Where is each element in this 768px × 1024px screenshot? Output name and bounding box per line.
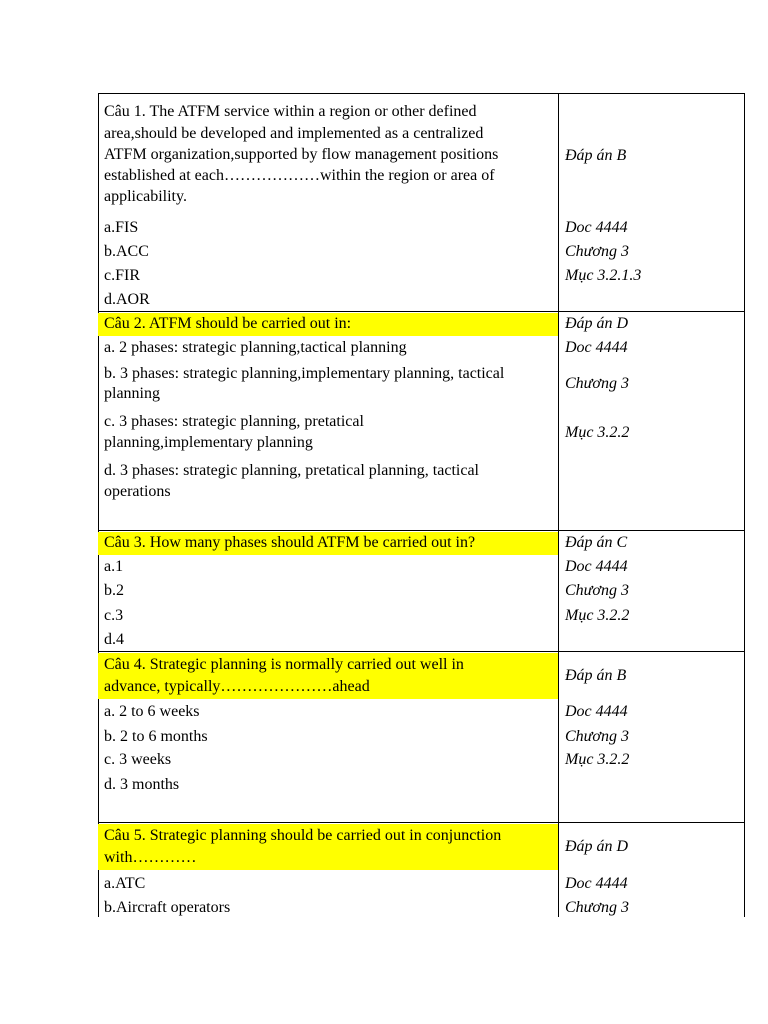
option-a: a. 2 phases: strategic planning,tactical planning bbox=[104, 339, 407, 356]
reference-chapter: Chương 3 bbox=[565, 582, 629, 599]
answer-label: Đáp án D bbox=[565, 315, 629, 332]
option-d: d.AOR bbox=[104, 291, 150, 308]
question-row-3 bbox=[98, 530, 745, 651]
reference-chapter: Chương 3 bbox=[565, 375, 629, 392]
option-c: c. 3 weeks bbox=[104, 751, 172, 768]
question-text: area,should be developed and implemented as a centralized bbox=[104, 125, 484, 142]
option-d: d.4 bbox=[104, 631, 124, 648]
option-a: a.1 bbox=[104, 558, 124, 575]
option-c: c.3 bbox=[104, 607, 124, 624]
question-text: Câu 1. The ATFM service within a region or other defined bbox=[104, 103, 477, 120]
question-row-4 bbox=[98, 651, 745, 822]
reference-chapter: Chương 3 bbox=[565, 899, 629, 916]
reference-doc: Doc 4444 bbox=[565, 219, 628, 236]
reference-section: Mục 3.2.2 bbox=[565, 607, 630, 624]
question-row-1 bbox=[98, 93, 745, 311]
option-a: a.FIS bbox=[104, 219, 139, 236]
question-row-5 bbox=[98, 822, 745, 917]
question-text: Câu 4. Strategic planning is normally carried out well in bbox=[98, 653, 558, 677]
reference-doc: Doc 4444 bbox=[565, 875, 628, 892]
reference-doc: Doc 4444 bbox=[565, 558, 628, 575]
answer-label: Đáp án B bbox=[565, 147, 627, 164]
question-text: applicability. bbox=[104, 188, 187, 205]
option-d-cont: operations bbox=[104, 483, 171, 500]
answer-label: Đáp án B bbox=[565, 667, 627, 684]
question-text: ATFM organization,supported by flow management positions bbox=[104, 146, 499, 163]
option-a: a. 2 to 6 weeks bbox=[104, 703, 200, 720]
reference-doc: Doc 4444 bbox=[565, 703, 628, 720]
question-text: established at each………………within the region or area of bbox=[104, 167, 495, 184]
option-b: b. 2 to 6 months bbox=[104, 728, 208, 745]
question-text: with………… bbox=[98, 848, 558, 870]
reference-section: Mục 3.2.1.3 bbox=[565, 267, 642, 284]
option-c: c.FIR bbox=[104, 267, 140, 284]
document-table bbox=[98, 93, 745, 917]
answer-label: Đáp án C bbox=[565, 534, 628, 551]
option-d: d. 3 months bbox=[104, 776, 180, 793]
reference-chapter: Chương 3 bbox=[565, 728, 629, 745]
reference-chapter: Chương 3 bbox=[565, 243, 629, 260]
reference-doc: Doc 4444 bbox=[565, 339, 628, 356]
question-text: Câu 5. Strategic planning should be carried out in conjunction bbox=[98, 824, 558, 848]
option-c-cont: planning,implementary planning bbox=[104, 434, 313, 451]
option-b: b.Aircraft operators bbox=[104, 899, 231, 916]
question-text: advance, typically…………………ahead bbox=[98, 677, 558, 699]
option-b: b.2 bbox=[104, 582, 124, 599]
reference-section: Mục 3.2.2 bbox=[565, 751, 630, 768]
question-text: Câu 3. How many phases should ATFM be carried out in? bbox=[98, 532, 558, 555]
option-b: b.ACC bbox=[104, 243, 149, 260]
option-b-cont: planning bbox=[104, 385, 160, 402]
answer-label: Đáp án D bbox=[565, 838, 629, 855]
option-d: d. 3 phases: strategic planning, pretatical planning, tactical bbox=[104, 462, 479, 479]
question-row-2 bbox=[98, 311, 745, 530]
option-a: a.ATC bbox=[104, 875, 146, 892]
option-b: b. 3 phases: strategic planning,implementary planning, tactical bbox=[104, 365, 505, 382]
reference-section: Mục 3.2.2 bbox=[565, 424, 630, 441]
question-text: Câu 2. ATFM should be carried out in: bbox=[98, 313, 558, 336]
option-c: c. 3 phases: strategic planning, pretatical bbox=[104, 413, 364, 430]
